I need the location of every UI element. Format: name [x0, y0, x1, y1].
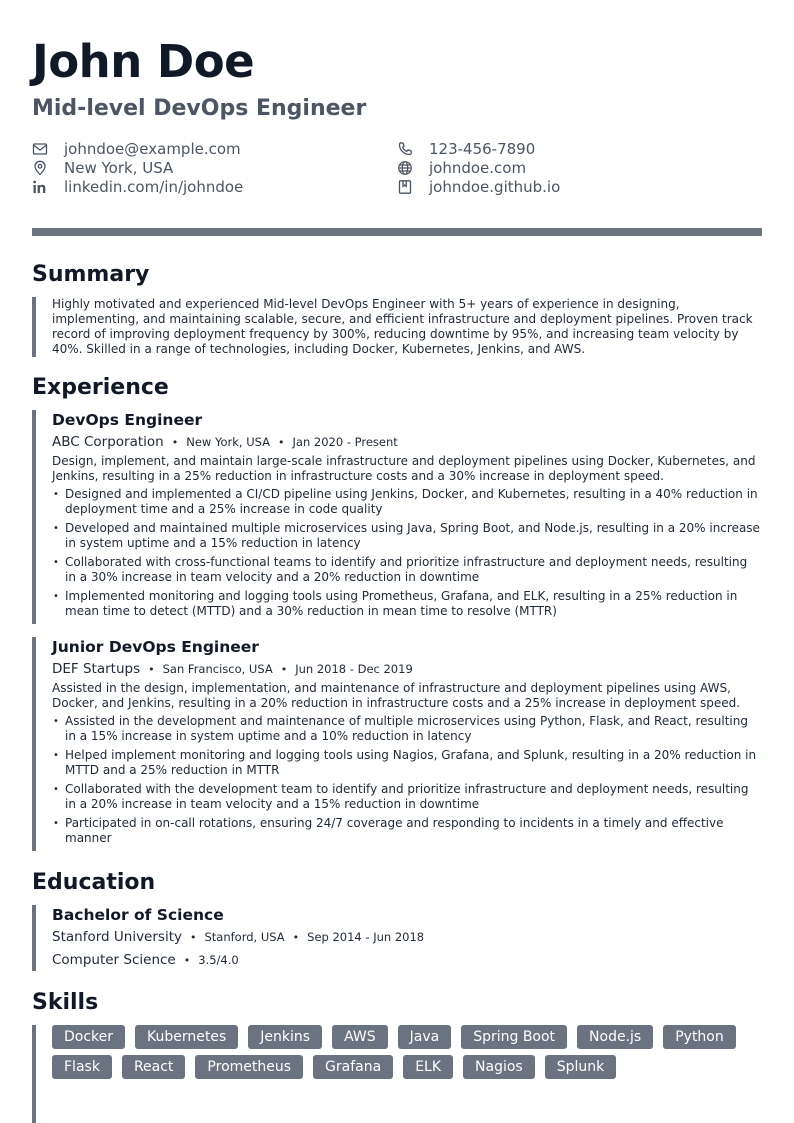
education-item — [32, 905, 760, 971]
list-item: • Designed and implemented a CI/CD pipeline using Jenkins, Docker, and Kubernetes, resulting in a 40% reduction in deployment time and a 25% increase in code quality — [52, 487, 760, 517]
job-meta — [52, 432, 760, 453]
skill-tag: ELK — [403, 1055, 453, 1079]
globe-icon — [397, 160, 413, 176]
contact-email[interactable] — [32, 139, 372, 158]
school-meta — [52, 927, 760, 948]
location-text: New York, USA — [64, 158, 174, 177]
summary-text: Highly motivated and experienced Mid-level DevOps Engineer with 5+ years of experience in designing, implementing, and maintaining scalable, secure, and efficient infrastructure and deployment pipelines. Proven track record of improving deployment frequency by 300%, reducing downtime by 95%, and increasing team velocity by 40%. Skilled in a range of technologies, including Docker, Kubernetes, Jenkins, and AWS. — [52, 297, 753, 356]
company-name: ABC Corporation — [52, 434, 164, 450]
experience-item — [32, 410, 760, 624]
skill-tag: Prometheus — [195, 1055, 303, 1079]
skill-tag: AWS — [332, 1025, 388, 1049]
job-title: Junior DevOps Engineer — [52, 638, 259, 656]
skill-tag: Nagios — [463, 1055, 535, 1079]
job-dates: Jun 2018 - Dec 2019 — [295, 662, 413, 676]
job-title: DevOps Engineer — [52, 411, 203, 429]
company-name: DEF Startups — [52, 661, 141, 677]
job-bullets — [52, 714, 760, 846]
contact-github[interactable] — [397, 177, 757, 196]
job-meta — [52, 659, 760, 680]
contact-phone[interactable] — [397, 139, 757, 158]
skill-tag: Kubernetes — [135, 1025, 238, 1049]
phone-text[interactable]: 123-456-7890 — [429, 139, 536, 158]
book-icon — [397, 179, 413, 195]
website-text[interactable]: johndoe.com — [429, 158, 527, 177]
experience-item — [32, 637, 760, 851]
skills-block — [32, 1025, 760, 1123]
list-item: • Implemented monitoring and logging tools using Prometheus, Grafana, and ELK, resulting in a 25% reduction in mean time to detect (MTTD) and a 30% reduction in mean time to resolve (MTTR) — [52, 589, 760, 619]
candidate-title: Mid-level DevOps Engineer — [32, 96, 367, 121]
separator-dot: • — [292, 931, 300, 944]
job-description: Design, implement, and maintain large-scale infrastructure and deployment pipelines using Docker, Kubernetes, and Jenkins, resulting in a 25% reduction in infrastructure costs and a 30% increase in deployment speed. — [52, 454, 756, 483]
linkedin-icon — [32, 179, 48, 195]
separator-dot: • — [278, 436, 285, 449]
skill-tag: Grafana — [313, 1055, 393, 1079]
skills-heading: Skills — [32, 990, 99, 1015]
skill-tag: Splunk — [545, 1055, 617, 1079]
map-pin-icon — [32, 160, 48, 176]
gpa: 3.5/4.0 — [198, 953, 239, 967]
list-item: • Collaborated with the development team to identify and prioritize infrastructure and deployment needs, resulting in a 20% increase in team velocity and a 15% reduction in downtime — [52, 782, 760, 812]
skill-tag: Spring Boot — [461, 1025, 567, 1049]
skill-tag: Docker — [52, 1025, 125, 1049]
contact-location — [32, 158, 372, 177]
list-item: • Collaborated with cross-functional teams to identify and prioritize infrastructure and deployment needs, resulting in a 30% increase in team velocity and a 20% reduction in downtime — [52, 555, 760, 585]
field-of-study: Computer Science — [52, 952, 176, 968]
job-description: Assisted in the design, implementation, and maintenance of infrastructure and deployment pipelines using AWS, Docker, and Jenkins, resulting in a 20% reduction in infrastructure costs and a 25% increase in deployment speed. — [52, 681, 741, 710]
job-location: San Francisco, USA — [162, 662, 273, 676]
skill-tag: Flask — [52, 1055, 112, 1079]
list-item: • Helped implement monitoring and logging tools using Nagios, Grafana, and Splunk, resulting in a 20% reduction in MTTD and a 25% reduction in MTTR — [52, 748, 760, 778]
separator-dot: • — [183, 954, 191, 967]
github-text[interactable]: johndoe.github.io — [429, 177, 561, 196]
job-location: New York, USA — [186, 435, 271, 449]
list-item: • Assisted in the development and maintenance of multiple microservices using Python, Flask, and React, resulting in a 15% increase in system uptime and a 10% reduction in latency — [52, 714, 760, 744]
job-bullets — [52, 487, 760, 619]
separator-dot: • — [148, 663, 155, 676]
list-item: • Participated in on-call rotations, ensuring 24/7 coverage and responding to incidents in a timely and effective manner — [52, 816, 760, 846]
school-dates: Sep 2014 - Jun 2018 — [307, 930, 425, 944]
email-text[interactable]: johndoe@example.com — [64, 139, 241, 158]
education-heading: Education — [32, 870, 156, 895]
skill-tag: Java — [398, 1025, 452, 1049]
skill-tag: Node.js — [577, 1025, 653, 1049]
degree-title: Bachelor of Science — [52, 906, 224, 924]
mail-icon — [32, 141, 48, 157]
summary-heading: Summary — [32, 262, 150, 287]
contact-linkedin[interactable] — [32, 177, 372, 196]
separator-dot: • — [189, 931, 197, 944]
header-divider — [32, 228, 762, 236]
phone-icon — [397, 141, 413, 157]
school-name: Stanford University — [52, 929, 182, 945]
separator-dot: • — [171, 436, 179, 449]
separator-dot: • — [280, 663, 288, 676]
job-dates: Jan 2020 - Present — [292, 435, 398, 449]
skills-list — [52, 1025, 752, 1079]
contact-column-left — [32, 139, 372, 196]
linkedin-text[interactable]: linkedin.com/in/johndoe — [64, 177, 244, 196]
skill-tag: Jenkins — [248, 1025, 322, 1049]
list-item: • Developed and maintained multiple microservices using Java, Spring Boot, and Node.js, resulting in a 20% increase in system uptime and a 15% reduction in latency — [52, 521, 760, 551]
field-meta — [52, 950, 760, 971]
school-location: Stanford, USA — [204, 930, 285, 944]
contact-website[interactable] — [397, 158, 757, 177]
summary-block — [32, 297, 760, 357]
skill-tag: React — [122, 1055, 185, 1079]
candidate-name: John Doe — [32, 35, 255, 88]
experience-heading: Experience — [32, 375, 169, 400]
skill-tag: Python — [663, 1025, 736, 1049]
contact-column-right — [397, 139, 757, 196]
